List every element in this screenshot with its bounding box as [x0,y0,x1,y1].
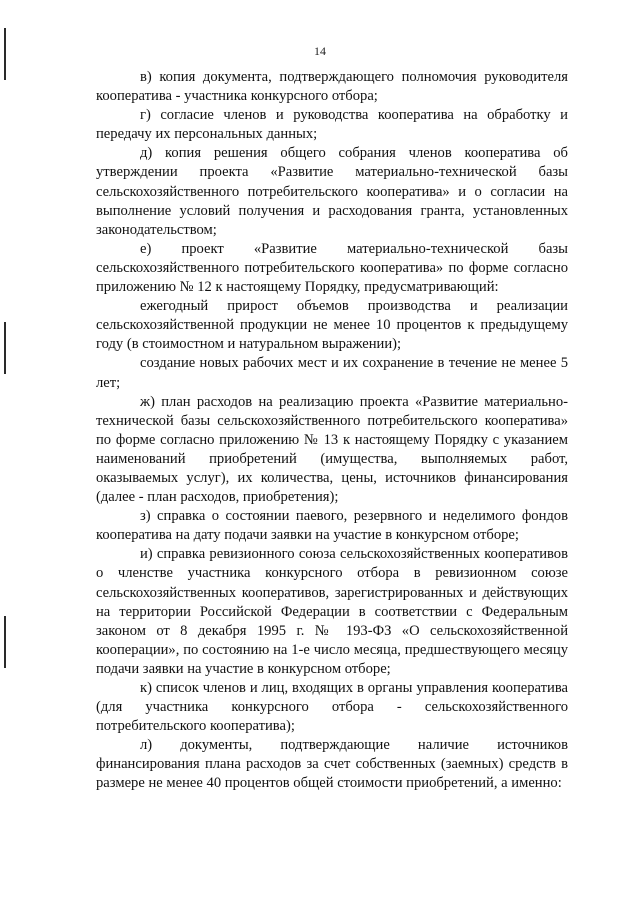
document-body [96,68,568,794]
scan-margin-mark [4,322,6,374]
paragraph-d: д) копия решения общего собрания членов кооператива об утверждении проекта «Развитие материально-технической базы сельскохозяйственного потребительского кооператива» и о согласии на выполнение условий получения и расходования гранта, установленных законодательством; [96,145,568,238]
paragraph-i: и) справка ревизионного союза сельскохозяйственных кооперативов о членстве участника конкурсного отбора в ревизионном союзе сельскохозяйственных кооперативов, зарегистрированных и действующих на территории Российской Федерации в соответствии с Федеральным законом от 8 декабря 1995 г. № 193-ФЗ «О сельскохозяйственной кооперации», по состоянию на 1-е число месяца, предшествующего месяцу подачи заявки на участие в конкурсном отборе; [96,546,568,677]
page-number: 14 [314,44,326,58]
paragraph-zh: ж) план расходов на реализацию проекта «Развитие материально-технической базы сельскохозяйственного потребительского кооператива» по форме согласно приложению № 13 к настоящему Порядку с указанием наименований приобретений (имущества, выполняемых работ, оказываемых услуг), их количества, цены, источников финансирования (далее - план расходов, приобретения); [96,393,568,506]
paragraph-k: к) список членов и лиц, входящих в органы управления кооператива (для участника конкурсного отбора - сельскохозяйственного потребительского кооператива); [96,680,568,735]
paragraph-e-item-jobs: создание новых рабочих мест и их сохранение в течение не менее 5 лет; [96,355,568,391]
paragraph-g: г) согласие членов и руководства кооператива на обработку и передачу их персональных данных; [96,107,568,143]
paragraph-v: в) копия документа, подтверждающего полномочия руководителя кооператива - участника конкурсного отбора; [96,69,568,105]
paragraph-e: е) проект «Развитие материально-технической базы сельскохозяйственного потребительского кооператива» по форме согласно приложению № 12 к настоящему Порядку, предусматривающий: [96,240,568,296]
paragraph-e-item-growth: ежегодный прирост объемов производства и реализации сельскохозяйственной продукции не менее 10 процентов к предыдущему году (в стоимостном и натуральном выражении); [96,298,568,353]
paragraph-z: з) справка о состоянии паевого, резервного и неделимого фондов кооператива на дату подачи заявки на участие в конкурсном отборе; [96,508,568,544]
paragraph-l: л) документы, подтверждающие наличие источников финансирования плана расходов за счет собственных (заемных) средств в размере не менее 40 процентов общей стоимости приобретений, а именно: [96,737,568,792]
scan-margin-mark [4,616,6,668]
